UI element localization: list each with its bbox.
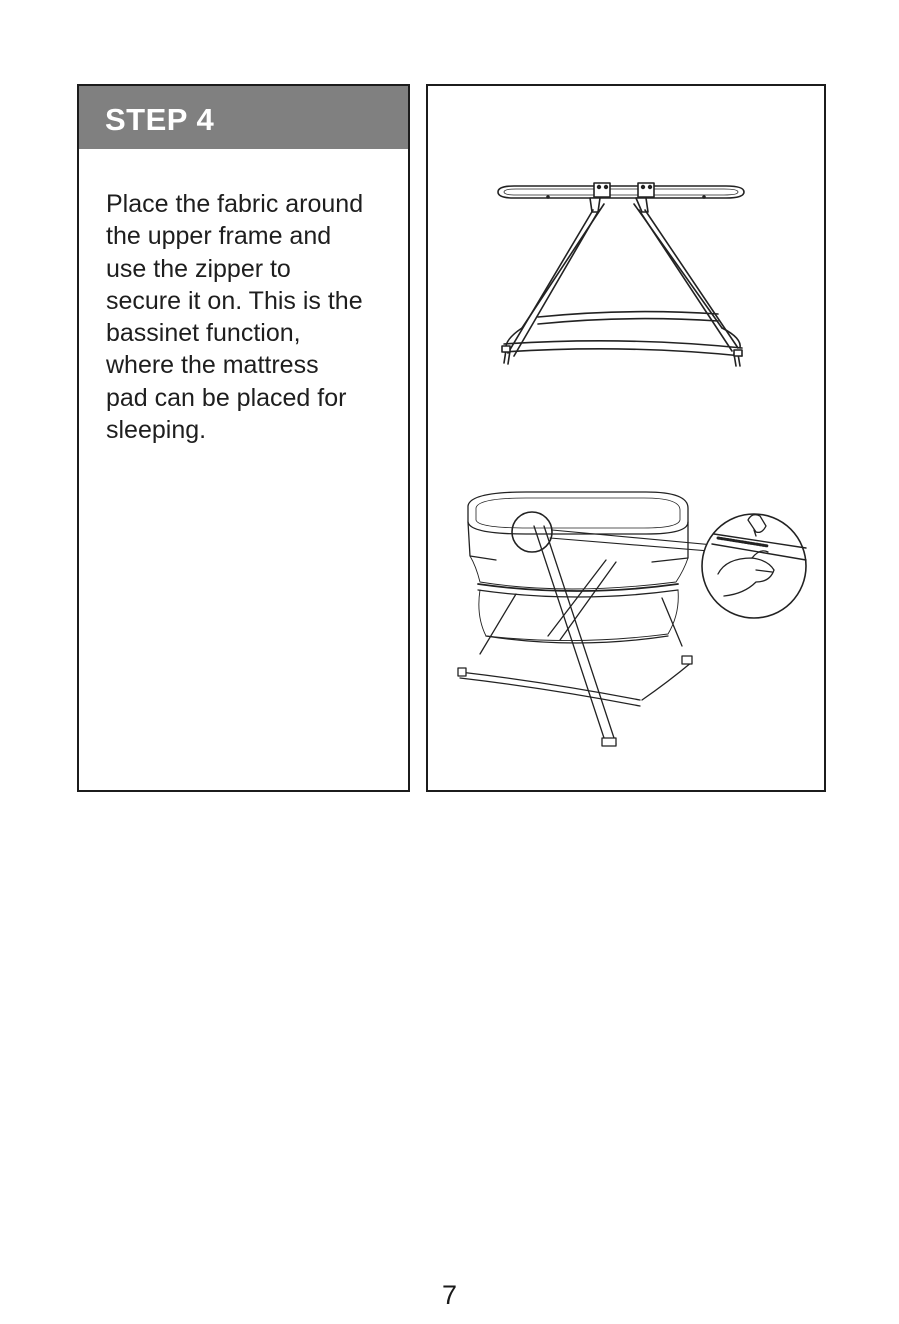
step-instructions [106,188,396,446]
instruction-line: bassinet function, [106,319,301,348]
frame-illustration [496,178,756,388]
step-title: STEP 4 [105,102,215,137]
instruction-line: where the mattress [106,351,319,380]
illustration-panel [426,84,826,792]
instruction-line: Place the fabric around [106,190,364,218]
step-header [79,86,408,149]
instruction-line: the upper frame and [106,222,332,251]
instruction-line: pad can be placed for [106,383,347,412]
instruction-panel [77,84,410,792]
instruction-line: use the zipper to [106,254,291,283]
page-number: 7 [441,1280,458,1310]
instruction-line: sleeping. [106,416,207,445]
bassinet-zipper-illustration [456,486,816,776]
instruction-line: secure it on. This is the [106,286,363,315]
